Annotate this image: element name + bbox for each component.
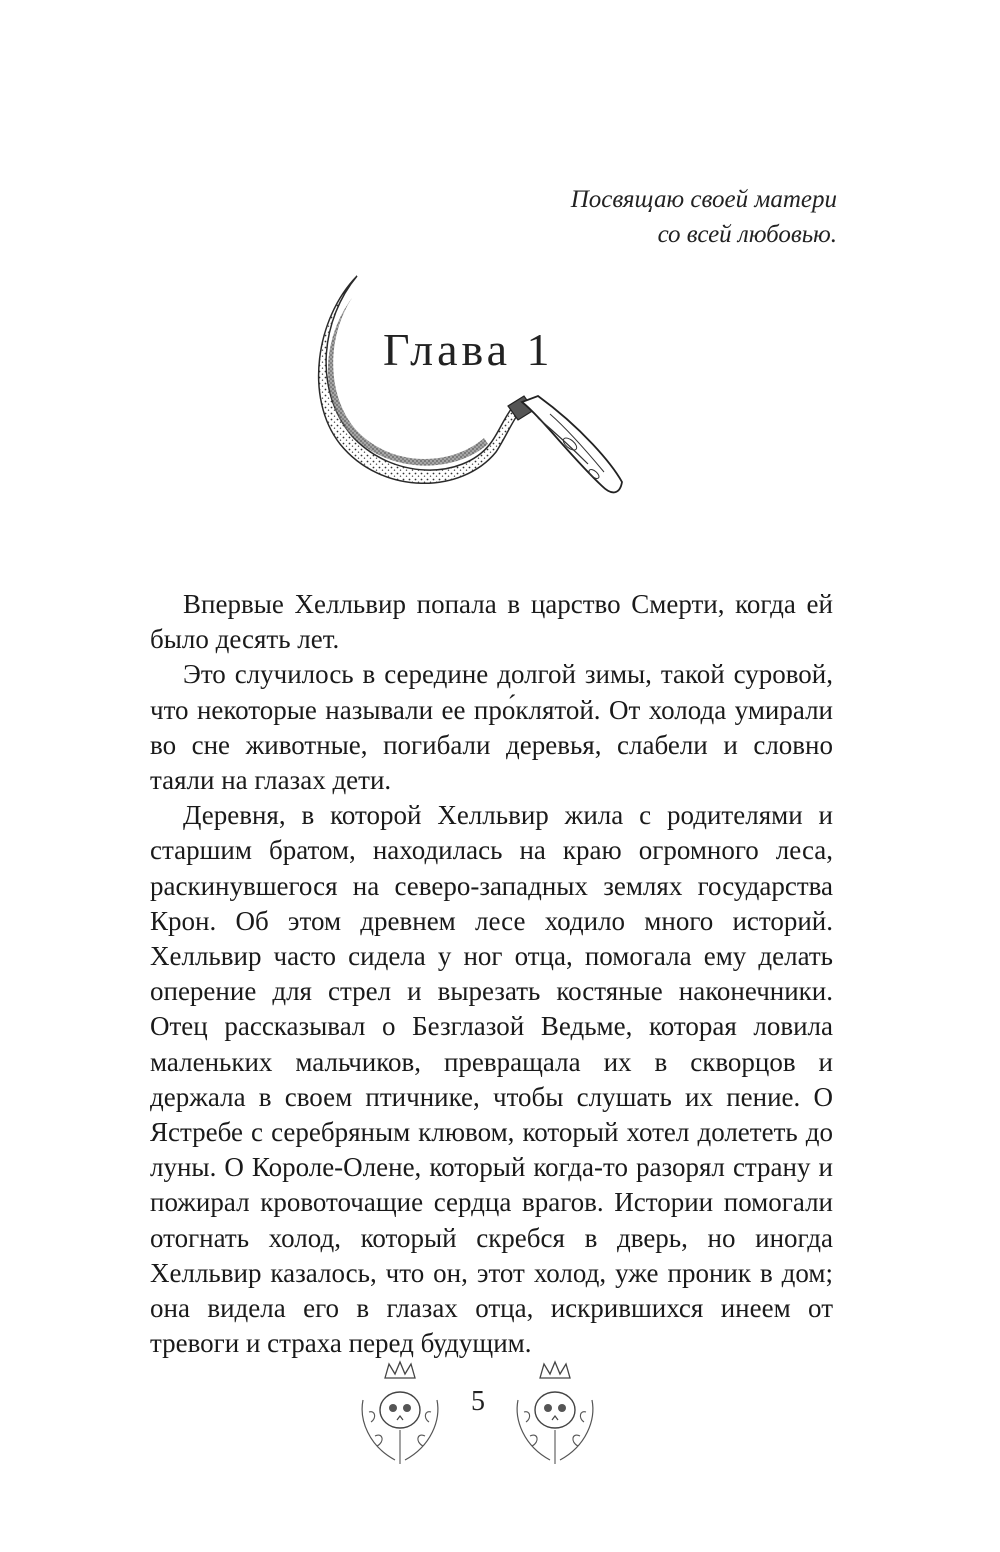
page-footer: [355, 1360, 605, 1470]
paragraph: Это случилось в середине долгой зимы, такой суровой, что некоторые называли ее про́клятой. От холода умирали во сне животные, погибали деревья, слабели и словно таяли на глазах дети.: [150, 659, 833, 796]
dedication: [571, 182, 837, 252]
chapter-body: [150, 587, 833, 1361]
crowned-skull-ornament-icon: [510, 1360, 600, 1470]
dedication-line-1: Посвящаю своей матери: [570, 186, 837, 213]
paragraph: Впервые Хелльвир попала в царство Смерти, когда ей было десять лет.: [150, 589, 833, 655]
crowned-skull-ornament-icon: [355, 1360, 445, 1470]
paragraph: Деревня, в которой Хелльвир жила с родителями и старшим братом, находилась на краю огромного леса, раскинувшегося на северо-западных землях государства Крон. Об этом древнем лесе ходило много историй. Хелльвир часто сидела у ног отца, помогала ему делать оперение для стрел и вырезать костяные наконечники. Отец рассказывал о Безглазой Ведьме, которая ловила маленьких мальчиков, превращала их в скворцов и держала в своем птичнике, чтобы слушать их пение. О Ястребе с серебряным клювом, который хотел долететь до луны. О Короле-Олене, который когда-то разорял страну и пожирал кровоточащие сердца врагов. Истории помогали отогнать холод, который скребся в дверь, но иногда Хелльвир казалось, что он, этот холод, уже проник в дом; она видела его в глазах отца, искрившихся инеем от тревоги и страха перед будущим.: [150, 800, 833, 1359]
dedication-line-2: со всей любовью.: [657, 221, 837, 248]
sickle-illustration: [312, 268, 632, 508]
page-number: 5: [471, 1386, 485, 1417]
chapter-title: Глава 1: [383, 324, 554, 375]
